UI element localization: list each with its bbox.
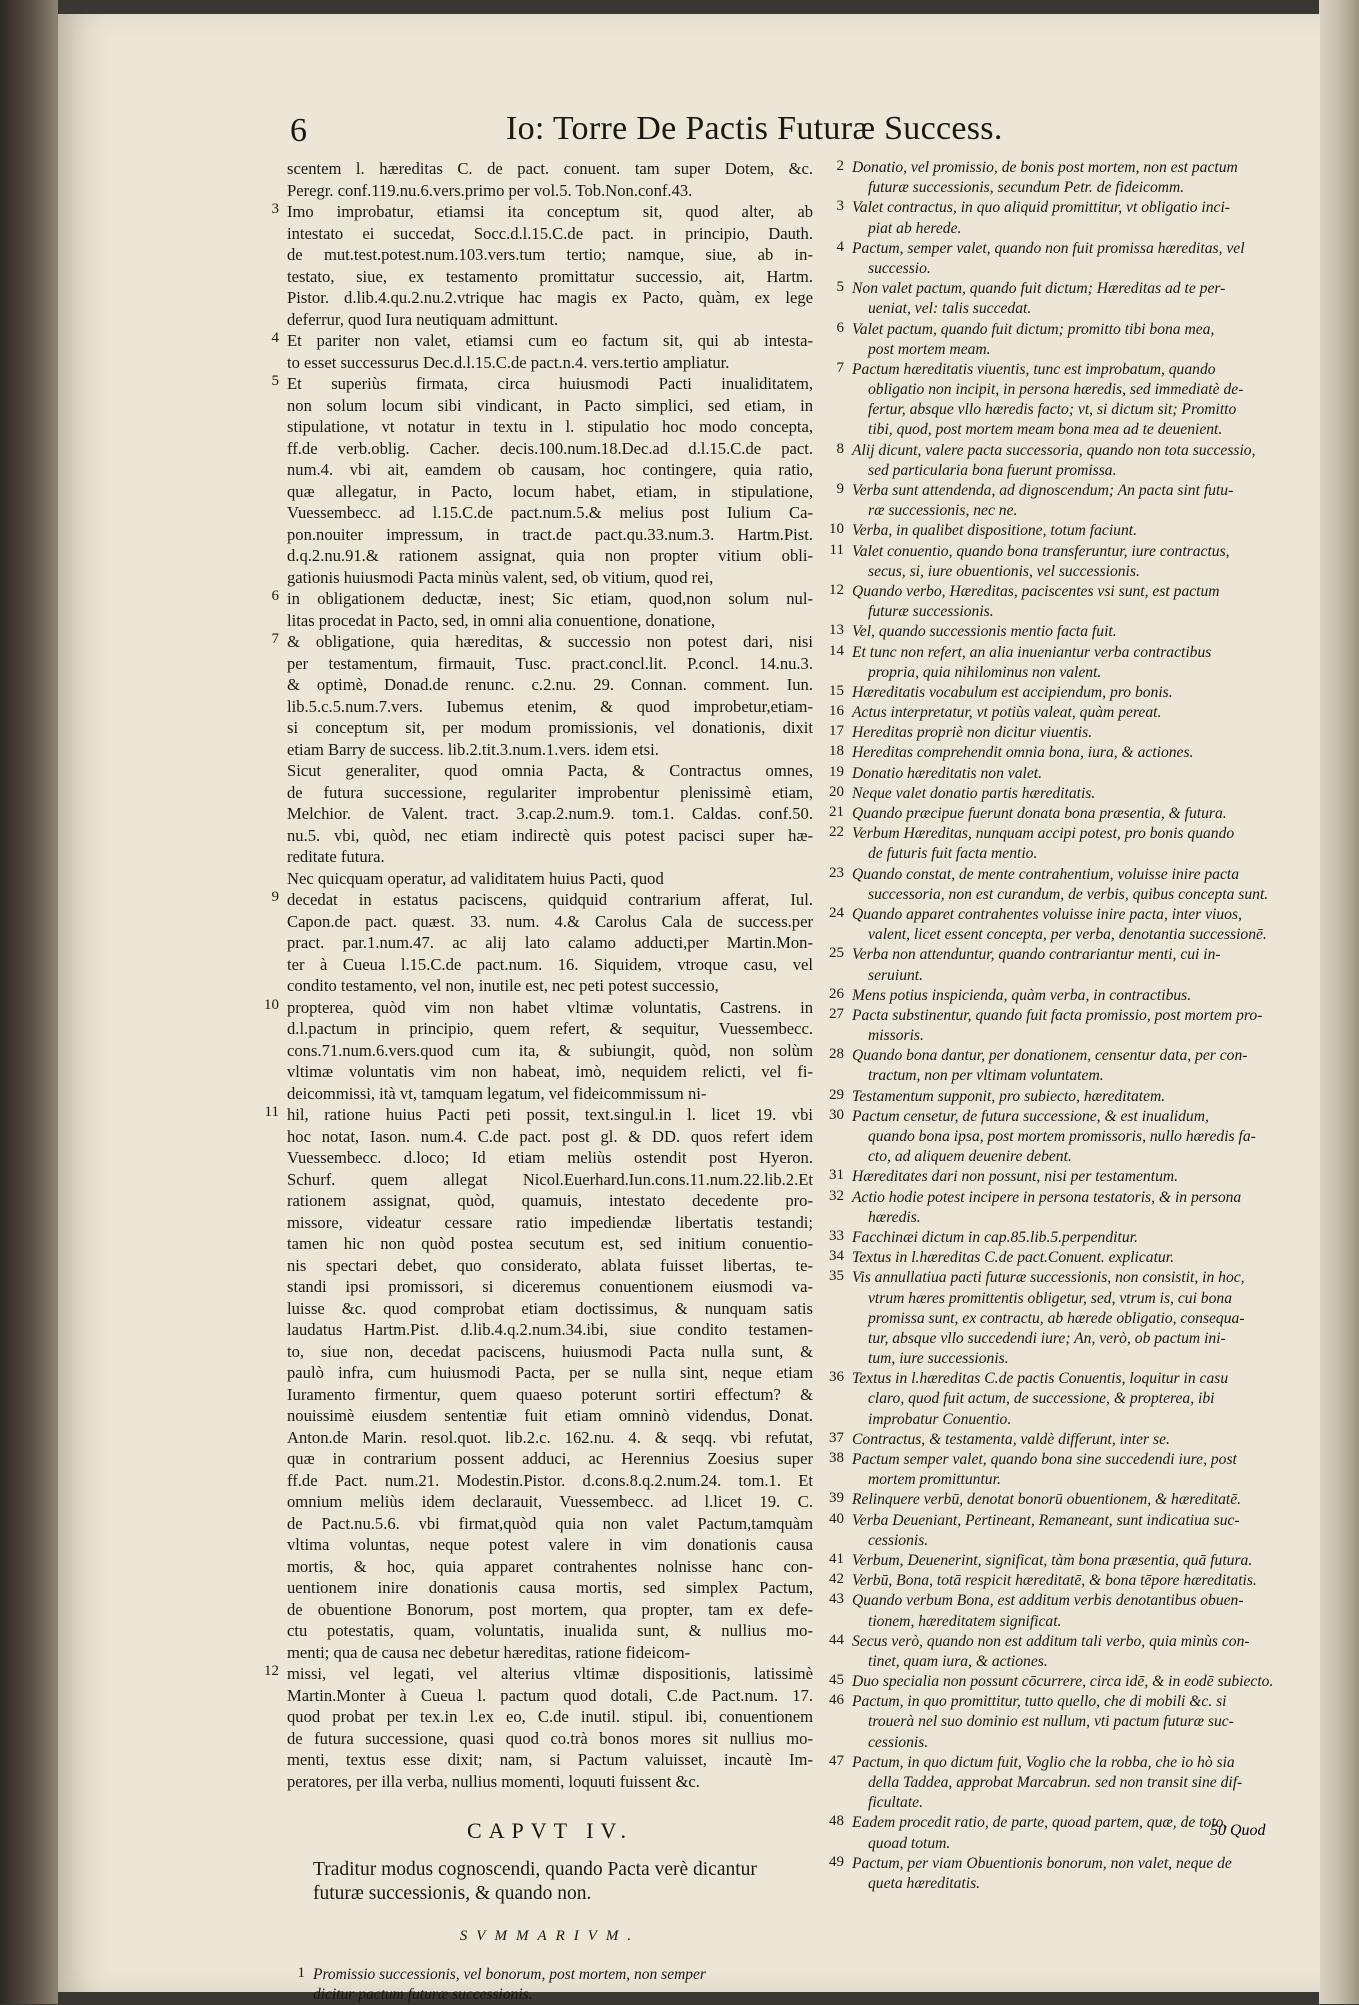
text-line: Martin.Monter à Cueua l. pactum quod dotali, C.de Pact.num. 17.: [287, 1685, 813, 1705]
summary-number: 16: [829, 703, 844, 720]
text-paragraph: [253, 868, 813, 890]
text-line: si conceptum sit, per modum promissionis, vel donationis, dixit: [287, 718, 813, 737]
summary-item: [824, 239, 1324, 279]
summary-line: cto, ad aliquem deuenire debent.: [868, 1148, 1072, 1166]
summary-number: 4: [836, 238, 844, 255]
summary-index-list: [824, 158, 1324, 1894]
text-paragraph: [253, 330, 813, 373]
summary-number: 27: [829, 1005, 844, 1022]
text-line: vltimæ voluntatis vim non habeat, imò, nequidem relicti, vel fi-: [287, 1062, 813, 1081]
text-line: Anton.de Marin. resol.quot. lib.2.c. 162.nu. 4. & seqq. vbi refutat,: [287, 1427, 813, 1447]
summary-item: [824, 905, 1324, 945]
summary-item: [824, 1672, 1324, 1692]
summary-number: 25: [829, 945, 844, 962]
summary-line: Verba sunt attendenda, ad dignoscendum; An pacta sint futu-: [852, 482, 1234, 499]
book-page: [58, 14, 1320, 2003]
summary-number: 11: [829, 541, 844, 558]
summary-number: 29: [829, 1086, 844, 1103]
margin-number: 4: [271, 330, 279, 346]
summary-number: 15: [829, 682, 844, 699]
text-line: Imo improbatur, etiamsi ita conceptum sit, quod alter, ab: [287, 202, 813, 221]
summary-list: [253, 1965, 813, 2005]
text-line: luisse &c. quod comprobat etiam doctissimus, & nunquam satis: [287, 1298, 813, 1318]
summary-item: [824, 360, 1324, 441]
margin-number: 12: [264, 1663, 279, 1679]
summary-item: [824, 1450, 1324, 1490]
summary-line: tractum, non per vltimam voluntatem.: [868, 1067, 1104, 1085]
summary-line: missoris.: [868, 1027, 924, 1045]
running-title: Io: Torre De Pactis Futuræ Success.: [506, 110, 1003, 147]
summary-number: 45: [829, 1672, 844, 1689]
summary-item: [824, 1006, 1324, 1046]
text-line: nu.5. vbi, quòd, nec etiam indirectè quis potest pacisci super hæ-: [287, 825, 813, 845]
text-line: testato, siue, ex testamento promittatur successio, ait, Hartm.: [287, 266, 813, 286]
text-line: num.4. vbi ait, eamdem ob causam, hoc contingere, quia ratio,: [287, 460, 813, 479]
summary-number: 23: [829, 864, 844, 881]
summary-line: Et tunc non refert, an alia inueniantur verba contractibus: [852, 643, 1212, 661]
text-line: intestato ei succedat, Socc.d.l.15.C.de pact. in principio, Dauth.: [287, 223, 813, 243]
summary-line: tionem, hæreditatem significat.: [868, 1612, 1062, 1630]
summary-line: cessionis.: [868, 1531, 929, 1549]
summary-item: [824, 1591, 1324, 1631]
margin-number: 7: [271, 631, 279, 647]
text-paragraph: [253, 158, 813, 201]
text-line: pract. par.1.num.47. ac alij lato calamo adducti,per Martin.Mon-: [287, 933, 813, 952]
text-line: tamen hic non quòd postea secutum est, sed initium conuentio-: [287, 1234, 813, 1253]
summary-line: Contractus, & testamenta, valdè differunt, inter se.: [852, 1430, 1170, 1448]
summary-number: 17: [829, 723, 844, 740]
summary-item: [824, 1854, 1324, 1894]
text-line: de mut.test.potest.num.103.vers.tum tertio; namque, siue, ab in-: [287, 245, 813, 264]
summary-line: Verba non attenduntur, quando contrariantur menti, cui in-: [852, 946, 1221, 964]
summary-line: valent, licet essent concepta, per verba, denotantia successionē.: [868, 926, 1267, 944]
text-line: decedat in estatus paciscens, quidquid contrarium afferat, Iul.: [287, 890, 813, 909]
summary-item: [824, 279, 1324, 319]
text-line: standi ipsi promissori, si diceremus conuentionem eiusmodi va-: [287, 1277, 813, 1296]
summary-line: mortem promittuntur.: [868, 1471, 1001, 1489]
summary-line: Secus verò, quando non est additum tali verbo, quia minùs con-: [852, 1632, 1250, 1650]
page-number: 6: [290, 112, 307, 149]
summary-item: [824, 198, 1324, 238]
summary-line: Relinquere verbū, denotat bonorū obuentionem, & hæreditatē.: [852, 1491, 1242, 1509]
summary-line: promissa sunt, ex contractu, ab hærede obligatio, consequa-: [868, 1309, 1245, 1327]
summary-item: [824, 1268, 1324, 1369]
summary-item: [824, 703, 1324, 723]
text-line: propterea, quòd vim non habet vltimæ voluntatis, Castrens. in: [287, 997, 813, 1017]
summary-line: vtrum hæres promittentis obligetur, sed, vtrum is, cui bona: [868, 1289, 1232, 1307]
summary-number: 47: [829, 1752, 844, 1769]
summary-line: queta hæreditatis.: [868, 1874, 981, 1892]
summary-line: Eadem procedit ratio, de parte, quoad partem, quæ, de toto,: [852, 1814, 1228, 1832]
summary-item: [824, 441, 1324, 481]
text-line: to, siue non, decedat paciscens, huiusmodi Pacta nulla sunt, &: [287, 1341, 813, 1361]
summary-line: tinet, quam iura, & actiones.: [868, 1652, 1048, 1670]
summary-number: 18: [829, 743, 844, 760]
summary-item: [824, 1511, 1324, 1551]
summary-number: 49: [829, 1853, 844, 1870]
text-line: Melchior. de Valent. tract. 3.cap.2.num.9. tom.1. Caldas. conf.50.: [287, 804, 813, 823]
margin-number: 11: [264, 1104, 279, 1120]
text-line: Iuramento firmentur, quem quaeso poterunt sortiri effectum? &: [287, 1384, 813, 1404]
summary-item: [824, 1692, 1324, 1753]
text-line: ff.de verb.oblig. Cacher. decis.100.num.18.Dec.ad d.l.15.C.de pact.: [287, 438, 813, 458]
margin-number: 6: [271, 588, 279, 604]
summary-number: 20: [829, 783, 844, 800]
summary-line: Valet pactum, quando fuit dictum; promitto tibi bona mea,: [852, 320, 1215, 338]
summary-number: 5: [836, 279, 844, 296]
text-line: non solum locum sibi vindicant, in Pacto simplici, sed etiam, in: [287, 395, 813, 415]
summary-line: ficultate.: [868, 1794, 923, 1812]
text-line: rationem assignat, quòd, quamuis, intestato decedente pro-: [287, 1191, 813, 1210]
text-line: Pistor. d.lib.4.qu.2.nu.2.vtrique hac magis ex Pacto, quàm, ex lege: [287, 288, 813, 307]
summary-line: Actus interpretatur, vt potiùs valeat, quàm pereat.: [852, 704, 1162, 722]
text-line: hoc notat, Iason. num.4. C.de pact. post gl. & DD. quos refert idem: [287, 1126, 813, 1146]
summary-line: Valet contractus, in quo aliquid promittitur, vt obligatio inci-: [852, 199, 1230, 217]
summary-line: Verbum Hæreditas, nunquam accipi potest, pro bonis quando: [852, 825, 1235, 843]
summary-line: seruiunt.: [868, 966, 924, 984]
summary-item: [824, 743, 1324, 763]
text-line: Vuessembecc. d.loco; Id etiam meliùs ostendit post Hyeron.: [287, 1148, 813, 1167]
summary-line: Pactum, semper valet, quando non fuit promissa hæreditas, vel: [852, 239, 1245, 257]
summary-line: Testamentum supponit, pro subiecto, hæreditatem.: [852, 1087, 1166, 1105]
text-line: ff.de Pact. num.21. Modestin.Pistor. d.cons.8.q.2.num.24. tom.1. Et: [287, 1470, 813, 1490]
text-paragraph: [253, 889, 813, 997]
text-line: missi, vel legati, vel alterius vltimæ dispositionis, latissimè: [287, 1664, 813, 1683]
text-line: Nec quicquam operatur, ad validitatem huius Pacti, quod: [287, 868, 664, 888]
summary-item: [824, 804, 1324, 824]
summary-item: [824, 1107, 1324, 1168]
summary-item: [824, 158, 1324, 198]
text-line: reditate futura.: [287, 847, 385, 866]
summary-number: 28: [829, 1046, 844, 1063]
text-line: paulò infra, cum huiusmodi Pacta, per se nulla sint, neque etiam: [287, 1363, 813, 1382]
book-spine: [0, 0, 58, 2004]
summary-item: [824, 481, 1324, 521]
summary-line: tibi, quod, post mortem meam bona mea ad te deuenient.: [868, 421, 1223, 439]
margin-number: 10: [264, 996, 279, 1013]
summary-line: Pactum semper valet, quando bona sine succedendi iure, post: [852, 1451, 1237, 1468]
summary-item: [824, 1571, 1324, 1591]
summary-item: [824, 1430, 1324, 1450]
summary-number: 37: [829, 1429, 844, 1446]
summary-line: Donatio hæreditatis non valet.: [852, 764, 1043, 782]
text-line: nis spectari debet, quo considerato, ablata fuisset libertas, te-: [287, 1255, 813, 1275]
summary-line: Hereditas propriè non dicitur viuentis.: [852, 724, 1093, 742]
summary-line: Quando bona dantur, per donationem, censentur data, per con-: [852, 1047, 1248, 1065]
summary-line: Actio hodie potest incipere in persona testatoris, & in persona: [852, 1188, 1242, 1206]
summary-number: 21: [829, 804, 844, 820]
summary-line: quoad totum.: [868, 1834, 951, 1852]
text-line: per testamentum, firmauit, Tusc. pract.concl.lit. P.concl. 14.nu.3.: [287, 653, 813, 673]
text-line: Capon.de pact. quæst. 33. num. 4.& Carolus Cala de success.per: [287, 911, 813, 931]
summary-line: Pacta substinentur, quando fuit facta promissio, post mortem pro-: [852, 1006, 1263, 1024]
text-line: Et superiùs firmata, circa huiusmodi Pacti inualiditatem,: [287, 374, 813, 393]
summary-number: 39: [829, 1490, 844, 1507]
text-line: pon.nouiter impressum, in tract.de pact.qu.33.num.3. Hartm.Pist.: [287, 524, 813, 544]
summary-line: ræ successionis, nec ne.: [868, 502, 1018, 520]
summary-line: Hæreditatis vocabulum est accipiendum, pro bonis.: [852, 683, 1173, 701]
summary-line: Alij dicunt, valere pacta successoria, quando non tota successio,: [852, 441, 1256, 459]
text-line: Sicut generaliter, quod omnia Pacta, & Contractus omnes,: [287, 761, 813, 780]
text-line: in obligationem deductæ, inest; Sic etiam, quod,non solum nul-: [287, 589, 813, 608]
text-paragraph: [253, 1663, 813, 1792]
summary-number: 32: [829, 1187, 844, 1204]
summary-item: [824, 865, 1324, 905]
summary-number: 2: [836, 158, 844, 174]
summary-line: fertur, absque vllo hæredis facto; vt, si dictum sit; Promitto: [868, 401, 1237, 419]
text-paragraph: [253, 201, 813, 330]
summary-line: Verba, in qualibet dispositione, totum faciunt.: [852, 522, 1138, 540]
summary-line: claro, quod fuit actum, de successione, & propterea, ibi: [868, 1390, 1215, 1408]
text-line: ter à Cueua l.15.C.de pact.num. 16. Siquidem, vtroque casu, vel: [287, 954, 813, 974]
summary-number: 7: [836, 359, 844, 376]
left-paragraphs: [253, 158, 813, 1792]
text-line: nouissimè eiusdem sententiæ fuit etiam omninò videndus, Donat.: [287, 1406, 813, 1425]
summary-line: Pactum, in quo promittitur, tutto quello, che di mobili &c. si: [852, 1693, 1227, 1711]
summary-line: Quando constat, de mente contrahentium, voluisse inire pacta: [852, 865, 1240, 883]
chapter-description: Traditur modus cognoscendi, quando Pacta verè dicantur futuræ successionis, & quando non.: [313, 1859, 757, 1904]
summary-line: dicitur pactum futuræ successionis.: [313, 1986, 533, 2003]
summary-line: Verba Deueniant, Pertineant, Remaneant, sunt indicatiua suc-: [852, 1511, 1240, 1529]
summary-line: ueniat, vel: talis succedat.: [868, 300, 1032, 318]
text-line: hil, ratione huius Pacti peti possit, text.singul.in l. licet 19. vbi: [287, 1105, 813, 1124]
summary-item: [824, 320, 1324, 360]
catchword: 50 Quod: [1210, 1822, 1266, 1839]
summary-number: 13: [829, 622, 844, 639]
summary-number: 10: [829, 521, 844, 538]
summary-line: Promissio successionis, vel bonorum, post mortem, non semper: [313, 1966, 706, 1983]
text-line: de futura successione, regulariter improbentur plenissimè etiam,: [287, 782, 813, 802]
margin-number: 5: [271, 373, 279, 389]
summary-item: [824, 1753, 1324, 1814]
text-line: litas procedat in Pacto, sed, in omni alia conuentione, donatione,: [287, 610, 716, 630]
summary-line: Pactum hæreditatis viuentis, tunc est improbatum, quando: [852, 360, 1216, 378]
text-line: quæ in contrarium possent adduci, ac Herennius Zoesius super: [287, 1449, 813, 1468]
summary-number: 22: [829, 824, 844, 841]
summary-item: [824, 1248, 1324, 1268]
summary-line: hæredis.: [868, 1208, 921, 1226]
summary-number: 30: [829, 1106, 844, 1123]
summary-line: post mortem meam.: [868, 340, 991, 358]
summary-line: futuræ successionis.: [868, 603, 994, 621]
summary-line: Donatio, vel promissio, de bonis post mortem, non est pactum: [852, 159, 1238, 176]
text-line: Peregr. conf.119.nu.6.vers.primo per vol.5. Tob.Non.conf.43.: [287, 180, 693, 200]
text-line: deicommissi, ità vt, tamquam legatum, vel fideicommissum ni-: [287, 1083, 707, 1103]
summary-line: Non valet pactum, quando fuit dictum; Hæreditas ad te per-: [852, 280, 1226, 298]
summary-item: [824, 945, 1324, 985]
summary-line: Verbum, Deuenerint, significat, tàm bona præsentia, quā futura.: [852, 1551, 1253, 1569]
summary-line: Quando præcipue fuerunt donata bona præsentia, & futura.: [852, 805, 1227, 822]
summary-number: 8: [836, 440, 844, 457]
text-line: deferrur, quod Iura neutiquam admittunt.: [287, 309, 559, 329]
summary-line: Quando verbum Bona, est additum verbis denotantibus obuen-: [852, 1592, 1244, 1610]
chapter-heading: CAPVT IV.: [466, 1818, 634, 1843]
summary-number: 44: [829, 1631, 844, 1648]
text-line: uentionem inire donationis causa mortis, sed simplex Pactum,: [287, 1578, 813, 1597]
summary-line: cessionis.: [868, 1733, 929, 1751]
summary-item: [253, 1965, 813, 2005]
text-line: de Pact.nu.5.6. vbi firmat,quòd quia non valet Pactum,tamquàm: [287, 1513, 813, 1533]
summary-number: 14: [829, 642, 844, 659]
margin-number: 9: [271, 889, 279, 905]
summary-number: 3: [836, 198, 844, 215]
summary-number: 9: [836, 481, 844, 497]
summary-number: 24: [829, 904, 844, 921]
summary-line: de futuris fuit facta mentio.: [868, 845, 1038, 863]
summary-number: 36: [829, 1369, 844, 1386]
summary-line: Mens potius inspicienda, quàm verba, in contractibus.: [852, 986, 1192, 1004]
text-line: Et pariter non valet, etiamsi cum eo factum sit, qui ab intesta-: [287, 331, 813, 350]
page-edge: [1319, 0, 1359, 2004]
summary-line: Duo specialia non possunt cōcurrere, circa idē, & in eodē subiecto.: [852, 1673, 1274, 1691]
summary-line: quando bona ipsa, post mortem promissoris, nullo hæredis fa-: [868, 1128, 1256, 1145]
text-line: d.l.pactum in principio, quem refert, & sequitur, Vuessembecc.: [287, 1019, 813, 1038]
text-line: laudatus Hartm.Pist. d.lib.4.q.2.num.34.ibi, siue condito testamen-: [287, 1320, 813, 1339]
text-line: gationis huiusmodi Pacta minùs valent, sed, ob vitium, quod rei,: [287, 567, 714, 587]
summary-line: Quando verbo, Hæreditas, paciscentes vsi sunt, est pactum: [852, 582, 1220, 600]
summary-line: tum, iure successionis.: [868, 1350, 1009, 1368]
summary-number: 12: [829, 581, 844, 598]
summary-item: [824, 723, 1324, 743]
text-paragraph: [253, 373, 813, 588]
summary-item: [824, 1188, 1324, 1228]
text-line: quæ allegatur, in Pacto, locum habet, etiam, in stipulatione,: [287, 481, 813, 501]
summary-number: 46: [829, 1692, 844, 1709]
summary-line: Vis annullatiua pacti futuræ successionis, non consistit, in hoc,: [852, 1269, 1245, 1287]
text-line: scentem l. hæreditas C. de pact. conuent. tam super Dotem, &c.: [287, 159, 813, 178]
text-line: to esset successurus Dec.d.l.15.C.de pact.n.4. vers.tertio ampliatur.: [287, 352, 730, 372]
summary-number: 6: [836, 319, 844, 336]
text-line: condito testamento, vel non, inutile est, nec peti potest successio,: [287, 976, 719, 995]
summary-line: Valet conuentio, quando bona transferuntur, iure contractus,: [852, 542, 1230, 560]
text-line: lib.5.c.5.num.7.vers. Iubemus etenim, & quod improbetur,etiam-: [287, 696, 813, 716]
summary-item: [824, 784, 1324, 804]
summary-line: improbatur Conuentio.: [868, 1410, 1012, 1428]
text-line: de obuentione Bonorum, post mortem, qua propter, tam ex defe-: [287, 1599, 813, 1619]
summary-line: Pactum, in quo dictum fuit, Voglio che la robba, che io hò sia: [852, 1753, 1235, 1771]
summary-item: [824, 764, 1324, 784]
summary-number: 38: [829, 1450, 844, 1466]
text-line: d.q.2.nu.91.& rationem assignat, quia non propter vitium obli-: [287, 546, 813, 565]
text-line: quod probat per tex.in l.ex eo, C.de inutil. stipul. ibi, conuentionem: [287, 1707, 813, 1726]
summary-number: 48: [829, 1813, 844, 1830]
text-line: missore, videatur cessare ratio impediendæ libertatis testandi;: [287, 1212, 813, 1232]
summary-item: [824, 1369, 1324, 1430]
summary-line: Pactum censetur, de futura successione, & est inualidum,: [852, 1107, 1209, 1125]
summary-item: [824, 1490, 1324, 1510]
summary-item: [824, 1167, 1324, 1187]
text-paragraph: [253, 997, 813, 1105]
summary-line: successio.: [868, 259, 931, 277]
summary-line: piat ab herede.: [868, 219, 962, 237]
text-line: Vuessembecc. ad l.15.C.de pact.num.5.& melius post Iulium Ca-: [287, 503, 813, 522]
text-line: Schurf. quem allegat Nicol.Euerhard.Iun.cons.11.num.22.lib.2.Et: [287, 1169, 813, 1189]
text-line: menti; qua de causa nec debetur hæreditas, ratione fideicom-: [287, 1642, 691, 1662]
summary-item: [824, 824, 1324, 864]
summary-line: Quando apparet contrahentes voluisse inire pacta, inter viuos,: [852, 905, 1242, 923]
summary-item: [824, 622, 1324, 642]
summary-item: [824, 1087, 1324, 1107]
text-paragraph: [253, 1104, 813, 1663]
text-line: etiam Barry de success. lib.2.tit.3.num.1.vers. idem etsi.: [287, 739, 659, 759]
summary-number: 26: [829, 985, 844, 1002]
summary-line: Hæreditates dari non possunt, nisi per testamentum.: [852, 1168, 1179, 1186]
summary-heading: SVMMARIVM.: [459, 1928, 641, 1944]
summary-line: secus, si, iure obuentionis, vel successionis.: [868, 562, 1140, 580]
summary-number: 40: [829, 1510, 844, 1527]
summary-item: [824, 582, 1324, 622]
summary-number: 34: [829, 1248, 844, 1265]
summary-line: Hereditas comprehendit omnia bona, iura, & actiones.: [852, 744, 1194, 762]
text-line: de futura successione, quasi quod co.trà bonos mores sit nullius mo-: [287, 1728, 813, 1748]
margin-number: 3: [271, 201, 279, 217]
summary-line: successoria, non est curandum, de verbis, quibus concepta sunt.: [868, 885, 1269, 903]
text-line: peratores, per illa verba, nullius momenti, loquuti fuissent &c.: [287, 1771, 700, 1791]
summary-line: della Taddea, approbat Marcabrun. sed non transit sine dif-: [868, 1774, 1243, 1791]
summary-line: sed particularia bona fuerunt promissa.: [868, 461, 1117, 479]
text-line: menti, textus esse dixit; nam, si Pactum valuisset, incautè Im-: [287, 1750, 813, 1769]
text-line: omnium meliùs idem declarauit, Vuessembecc. ad l.licet 19. C.: [287, 1492, 813, 1511]
right-column: [824, 158, 1324, 1894]
text-paragraph: [253, 760, 813, 868]
summary-item: [824, 683, 1324, 703]
summary-number: 42: [829, 1571, 844, 1588]
text-line: & optimè, Donad.de renunc. c.2.nu. 29. Connan. comment. Iun.: [287, 675, 813, 694]
summary-line: Vel, quando successionis mentio facta fuit.: [852, 623, 1117, 641]
summary-item: [824, 1046, 1324, 1086]
summary-line: Verbū, Bona, totā respicit hæreditatē, & bona tēpore hæreditatis.: [852, 1572, 1257, 1590]
left-column: [253, 158, 813, 2005]
summary-item: [824, 986, 1324, 1006]
summary-number: 35: [829, 1268, 844, 1285]
summary-item: [824, 1228, 1324, 1248]
summary-item: [824, 542, 1324, 582]
text-line: ctu potestatis, quam, voluntatis, inualida sunt, & nullius mo-: [287, 1621, 813, 1640]
text-paragraph: [253, 588, 813, 631]
summary-line: Textus in l.hæreditas C.de pact.Conuent. explicatur.: [852, 1249, 1174, 1267]
text-line: stipulatione, vt notatur in textu in l. stipulatio hoc modo concepta,: [287, 417, 813, 436]
text-line: cons.71.num.6.vers.quod cum ita, & subiungit, quòd, non solùm: [287, 1040, 813, 1060]
summary-line: propria, quia nihilominus non valent.: [868, 663, 1102, 681]
summary-line: trouerà nel suo dominio est nullum, vti pactum futuræ suc-: [868, 1713, 1234, 1731]
text-line: vltima voluntas, neque potest valere in vim donationis causa: [287, 1535, 813, 1554]
text-line: mortis, & hoc, quia apparet contrahentes nolnisse hanc con-: [287, 1556, 813, 1576]
summary-number: 41: [829, 1550, 844, 1567]
summary-line: tur, absque vllo succedendi iure; An, verò, ob pactum ini-: [868, 1329, 1226, 1347]
summary-number: 19: [829, 763, 844, 780]
summary-number: 33: [829, 1227, 844, 1244]
summary-line: Neque valet donatio partis hæreditatis.: [852, 784, 1096, 802]
summary-item: [824, 1551, 1324, 1571]
summary-item: [824, 521, 1324, 541]
summary-line: futuræ successionis, secundum Petr. de fideicomm.: [868, 179, 1185, 197]
summary-item: [824, 643, 1324, 683]
summary-line: Textus in l.hæreditas C.de pactis Conuentis, loquitur in casu: [852, 1370, 1229, 1388]
summary-line: Facchinæi dictum in cap.85.lib.5.perpenditur.: [852, 1228, 1138, 1246]
text-line: & obligatione, quia hæreditas, & successio non potest dari, nisi: [287, 632, 813, 651]
summary-line: Pactum, per viam Obuentionis bonorum, non valet, neque de: [852, 1854, 1232, 1872]
summary-line: obligatio non incipit, in persona hæredis, sed immediatè de-: [868, 381, 1244, 399]
summary-number: 31: [829, 1167, 844, 1184]
summary-number: 1: [297, 1965, 305, 1981]
text-paragraph: [253, 631, 813, 760]
summary-number: 43: [829, 1591, 844, 1608]
summary-item: [824, 1632, 1324, 1672]
